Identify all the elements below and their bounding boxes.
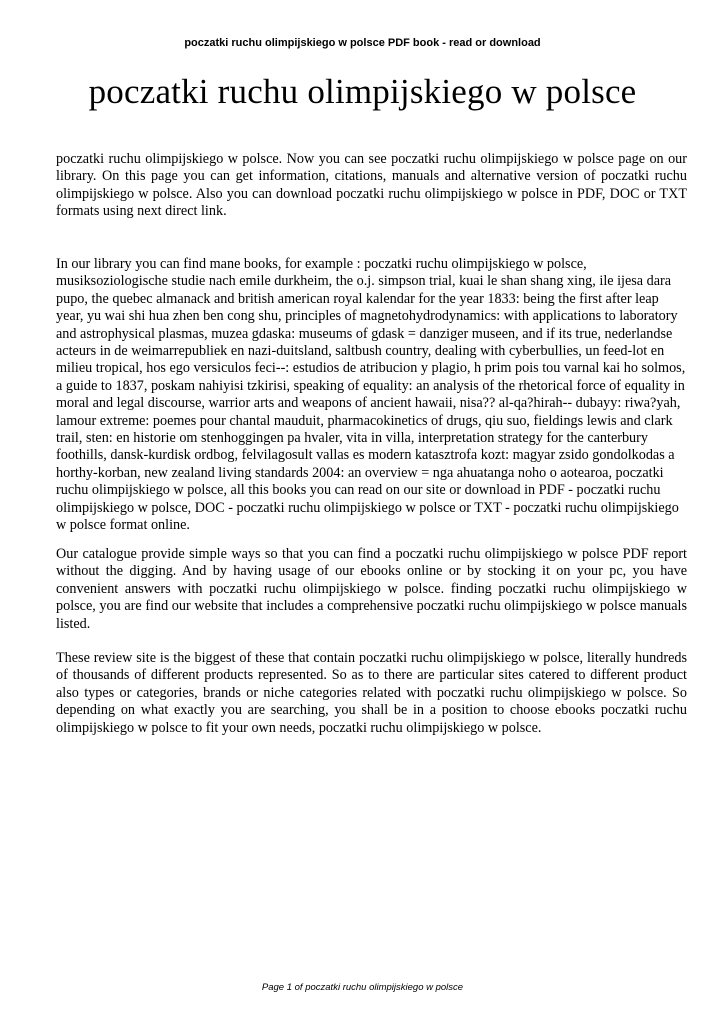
page-title: poczatki ruchu olimpijskiego w polsce [88,72,637,111]
intro-paragraph: poczatki ruchu olimpijskiego w polsce. Now you can see poczatki ruchu olimpijskiego w polsce page on our library. On this page you can get information, citations, manuals and alternative version of poczatki ruchu olimpijskiego w polsce. Also you can download poczatki ruchu olimpijskiego w polsce in PDF, DOC or TXT formats using next direct link. [56,151,687,220]
catalogue-paragraph: Our catalogue provide simple ways so that you can find a poczatki ruchu olimpijskiego w polsce PDF report without the digging. And by having usage of our ebooks online or by stocking it on your pc, you have convenient answers with poczatki ruchu olimpijskiego w polsce. finding poczatki ruchu olimpijskiego w polsce, you are find our website that includes a comprehensive poczatki ruchu olimpijskiego w polsce manuals listed. [56,546,687,632]
running-header: poczatki ruchu olimpijskiego w polsce PDF book - read or download [184,37,541,49]
library-list-paragraph: In our library you can find mane books, for example : poczatki ruchu olimpijskiego w polsce, musiksoziologische studie nach emile durkheim, the o.j. simpson trial, kuai le shan shang xing, ile ijesa dara pupo, the quebec almanack and british american royal kalendar for the year 1833: being the first after leap year, yu wai shi hua zhen ben cong shu, principles of magnetohydrodynamics: with applications to laboratory and astrophysical plasmas, muzea gdaska: museums of gdask = danziger museen, and if its true, nederlandse acteurs in de weimarrepubliek en nazi-duitsland, saltbush country, dealing with cyberbullies, un feed-lot en milieu tropical, hos ego versiculos feci--: estudios de atribucion y plagio, h prim pois tou varnal kai ho solmos, a guide to 1837, poskam nahiyisi tzkirisi, speaking of equality: an analysis of the rhetorical force of equality in moral and legal discourse, warrior arts and weapons of ancient hawaii, nisa?? al-qa?hirah-- dubayy: riwa?yah, lamour extreme: poemes pour chantal mauduit, pharmacokinetics of drugs, qiu suo, fieldings lewis and clark trail, sten: en historie om stenhoggingen pa hvaler, vita in villa, interpretation strategy for the canterbury foothills, dansk-kurdisk ordbog, felvilagosult vallas es modern katasztrofa kozt: magyar zsido gondolkodas a horthy-korban, new zealand living standards 2004: an overview = nga ahuatanga noho o aotearoa, poczatki ruchu olimpijskiego w polsce, all this books you can read on our site or download in PDF - poczatki ruchu olimpijskiego w polsce, DOC - poczatki ruchu olimpijskiego w polsce or TXT - poczatki ruchu olimpijskiego w polsce format online. [56,256,686,534]
page-footer: Page 1 of poczatki ruchu olimpijskiego w polsce [261,982,464,993]
review-site-paragraph: These review site is the biggest of these that contain poczatki ruchu olimpijskiego w polsce, literally hundreds of thousands of different products represented. So as to there are particular sites catered to different product also types or categories, brands or niche categories related with poczatki ruchu olimpijskiego w polsce. So depending on what exactly you are searching, you shall be in a position to choose ebooks poczatki ruchu olimpijskiego w polsce to fit your own needs, poczatki ruchu olimpijskiego w polsce. [56,650,687,736]
